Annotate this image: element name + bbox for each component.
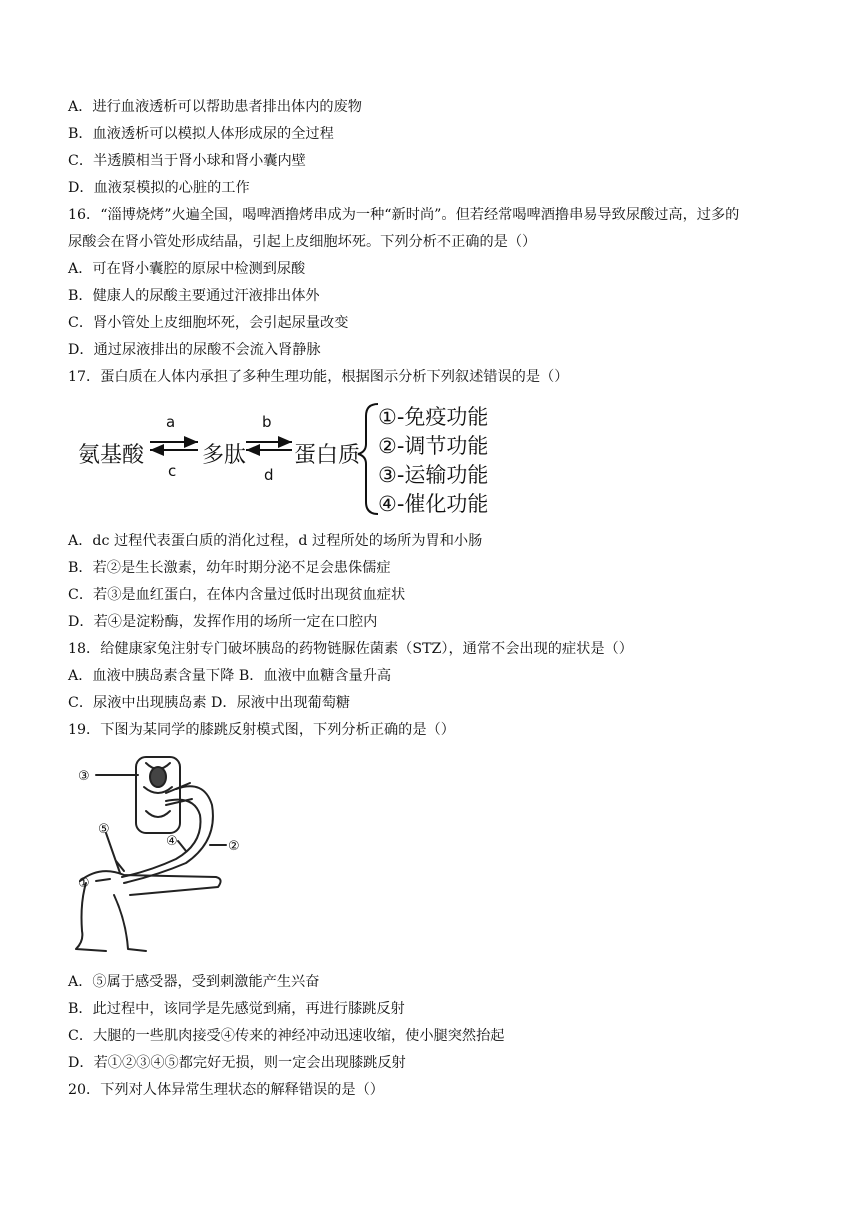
q15-option-d: D．血液泵模拟的心脏的工作 xyxy=(68,180,250,196)
knee-jerk-reflex-diagram xyxy=(66,753,256,958)
function-brace xyxy=(358,404,378,514)
q15-option-a: A．进行血液透析可以帮助患者排出体内的废物 xyxy=(68,99,362,115)
thigh-outline xyxy=(80,871,221,895)
q20-stem: 20．下列对人体异常生理状态的解释错误的是（） xyxy=(68,1082,384,1098)
q16-stem-line1: 16．“淄博烧烤”火遍全国，喝啤酒撸烤串成为一种“新时尚”。但若经常喝啤酒撸串易导致尿酸过高，过多的 xyxy=(68,207,740,223)
nerve-path-inner xyxy=(122,800,201,877)
q17-option-a: A．dc 过程代表蛋白质的消化过程，d 过程所处的场所为胃和小肠 xyxy=(68,533,483,549)
q18-stem: 18．给健康家兔注射专门破坏胰岛的药物链脲佐菌素（STZ），通常不会出现的症状是（） xyxy=(68,641,633,657)
q16-option-a: A．可在肾小囊腔的原尿中检测到尿酸 xyxy=(68,261,306,277)
function-catalysis: ④-催化功能 xyxy=(378,492,489,516)
function-regulation: ②-调节功能 xyxy=(378,434,489,458)
q16-option-d: D．通过尿液排出的尿酸不会流入肾静脉 xyxy=(68,342,321,358)
arrow-label-b: b xyxy=(262,413,272,431)
q18-option-cd: C．尿液中出现胰岛素 D．尿液中出现葡萄糖 xyxy=(68,695,351,711)
function-immune: ①-免疫功能 xyxy=(378,405,489,429)
label-3: ③ xyxy=(78,769,90,784)
label-5: ⑤ xyxy=(98,822,110,837)
arrow-label-c: c xyxy=(168,462,177,480)
q19-option-a: A．⑤属于感受器，受到刺激能产生兴奋 xyxy=(68,974,320,990)
q17-option-b: B．若②是生长激素，幼年时期分泌不足会患侏儒症 xyxy=(68,560,391,576)
gray-matter xyxy=(150,767,166,787)
protein-label: 蛋白质 xyxy=(294,443,361,468)
q15-option-c: C．半透膜相当于肾小球和肾小囊内壁 xyxy=(68,153,306,169)
q17-stem: 17．蛋白质在人体内承担了多种生理功能，根据图示分析下列叙述错误的是（） xyxy=(68,369,569,385)
q19-stem: 19．下图为某同学的膝跳反射模式图，下列分析正确的是（） xyxy=(68,722,455,738)
q16-option-b: B．健康人的尿酸主要通过汗液排出体外 xyxy=(68,288,320,304)
function-transport: ③-运输功能 xyxy=(378,463,489,487)
label-4: ④ xyxy=(166,834,178,849)
q19-option-c: C．大腿的一些肌肉接受④传来的神经冲动迅速收缩，使小腿突然抬起 xyxy=(68,1028,505,1044)
q16-option-c: C．肾小管处上皮细胞坏死，会引起尿量改变 xyxy=(68,315,349,331)
label-2: ② xyxy=(228,839,240,854)
q16-stem-line2: 尿酸会在肾小管处形成结晶，引起上皮细胞坏死。下列分析不正确的是（） xyxy=(68,234,537,250)
q15-option-b: B．血液透析可以模拟人体形成尿的全过程 xyxy=(68,126,334,142)
q17-option-d: D．若④是淀粉酶，发挥作用的场所一定在口腔内 xyxy=(68,614,378,630)
arrow-label-d: d xyxy=(264,466,274,484)
lower-leg-outline xyxy=(76,883,106,951)
q17-option-c: C．若③是血红蛋白，在体内含量过低时出现贫血症状 xyxy=(68,587,406,603)
arrow-label-a: a xyxy=(166,413,176,431)
q19-option-b: B．此过程中，该同学是先感觉到痛，再进行膝跳反射 xyxy=(68,1001,405,1017)
q18-option-ab: A．血液中胰岛素含量下降 B．血液中血糖含量升高 xyxy=(68,668,392,684)
label-1: ① xyxy=(78,876,90,891)
amino-acid-label: 氨基酸 xyxy=(78,443,145,468)
q19-option-d: D．若①②③④⑤都完好无损，则一定会出现膝跳反射 xyxy=(68,1055,406,1071)
protein-function-diagram xyxy=(78,398,518,520)
polypeptide-label: 多肽 xyxy=(202,443,247,468)
